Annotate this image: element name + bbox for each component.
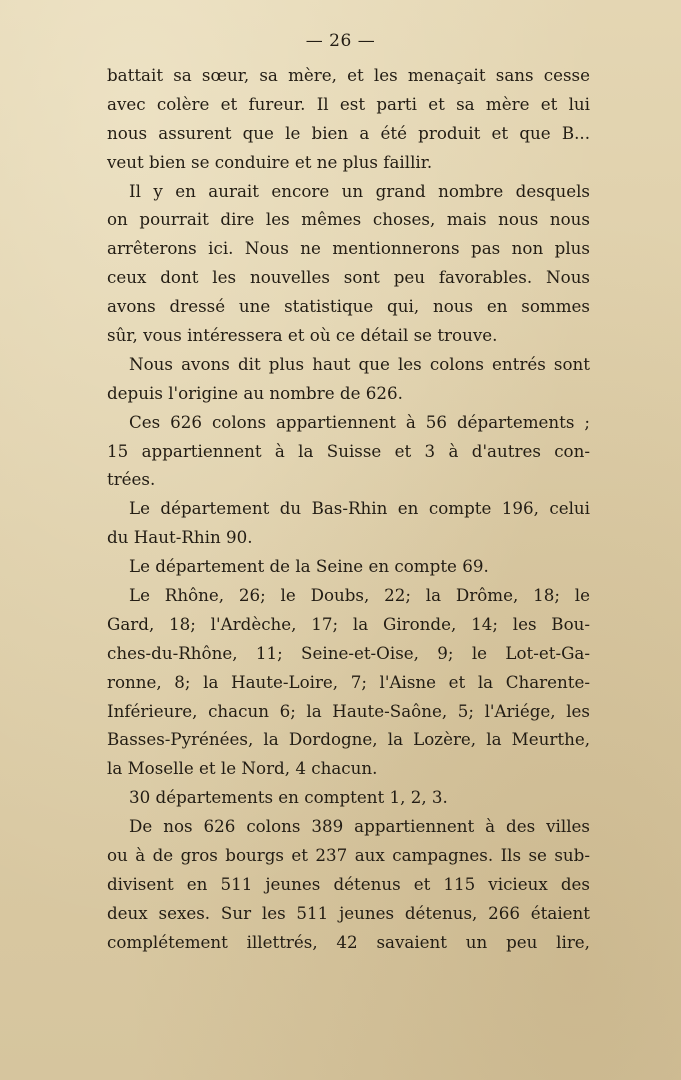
text-line: ou à de gros bourgs et 237 aux campagnes. Ils se sub- [107,845,590,866]
text-line: De nos 626 colons 389 appartiennent à des villes [129,816,590,837]
text-line: ceux dont les nouvelles sont peu favorables. Nous [107,267,590,288]
text-line: battait sa sœur, sa mère, et les menaçait sans cesse [107,65,590,85]
text-line: du Haut-Rhin 90. [107,527,253,548]
text-line: complétement illettrés, 42 savaient un peu lire, [107,931,590,952]
text-line: on pourrait dire les mêmes choses, mais nous nous [107,209,590,230]
text-line: sûr, vous intéressera et où ce détail se trouve. [107,325,498,346]
text-line: 15 appartiennent à la Suisse et 3 à d'autres con- [107,440,590,461]
text-line: arrêterons ici. Nous ne mentionnerons pas non plus [107,238,590,259]
text-line: Le département de la Seine en compte 69. [129,556,489,577]
text-line: ronne, 8; la Haute-Loire, 7; l'Aisne et la Charente- [107,671,590,692]
text-line: deux sexes. Sur les 511 jeunes détenus, 266 étaient [107,902,590,923]
text-line: avec colère et fureur. Il est parti et sa mère et lui [107,93,590,114]
page-number: — 26 — [305,31,376,51]
text-line: divisent en 511 jeunes détenus et 115 vicieux des [107,873,590,894]
text-line: 30 départements en comptent 1, 2, 3. [129,787,448,808]
text-line: Il y en aurait encore un grand nombre desquels [129,180,590,201]
text-line: nous assurent que le bien a été produit et que B... [107,122,590,143]
text-line: Gard, 18; l'Ardèche, 17; la Gironde, 14; les Bou- [107,613,590,634]
text-line: Basses-Pyrénées, la Dordogne, la Lozère, la Meurthe, [107,729,590,750]
text-line: trées. [107,469,156,490]
text-line: Ces 626 colons appartiennent à 56 départements ; [129,411,590,432]
text-line: avons dressé une statistique qui, nous en sommes [107,296,590,317]
text-line: Le Rhône, 26; le Doubs, 22; la Drôme, 18; le [129,585,590,606]
body-text [107,61,590,957]
text-line: ches-du-Rhône, 11; Seine-et-Oise, 9; le Lot-et-Ga- [107,642,590,663]
text-line: Le département du Bas-Rhin en compte 196, celui [129,498,590,519]
text-line: Inférieure, chacun 6; la Haute-Saône, 5; l'Ariége, les [107,700,590,721]
text-line: veut bien se conduire et ne plus faillir. [107,151,433,172]
text-line: depuis l'origine au nombre de 626. [107,382,403,403]
text-line: Nous avons dit plus haut que les colons entrés sont [129,353,590,374]
text-line: la Moselle et le Nord, 4 chacun. [107,758,378,779]
